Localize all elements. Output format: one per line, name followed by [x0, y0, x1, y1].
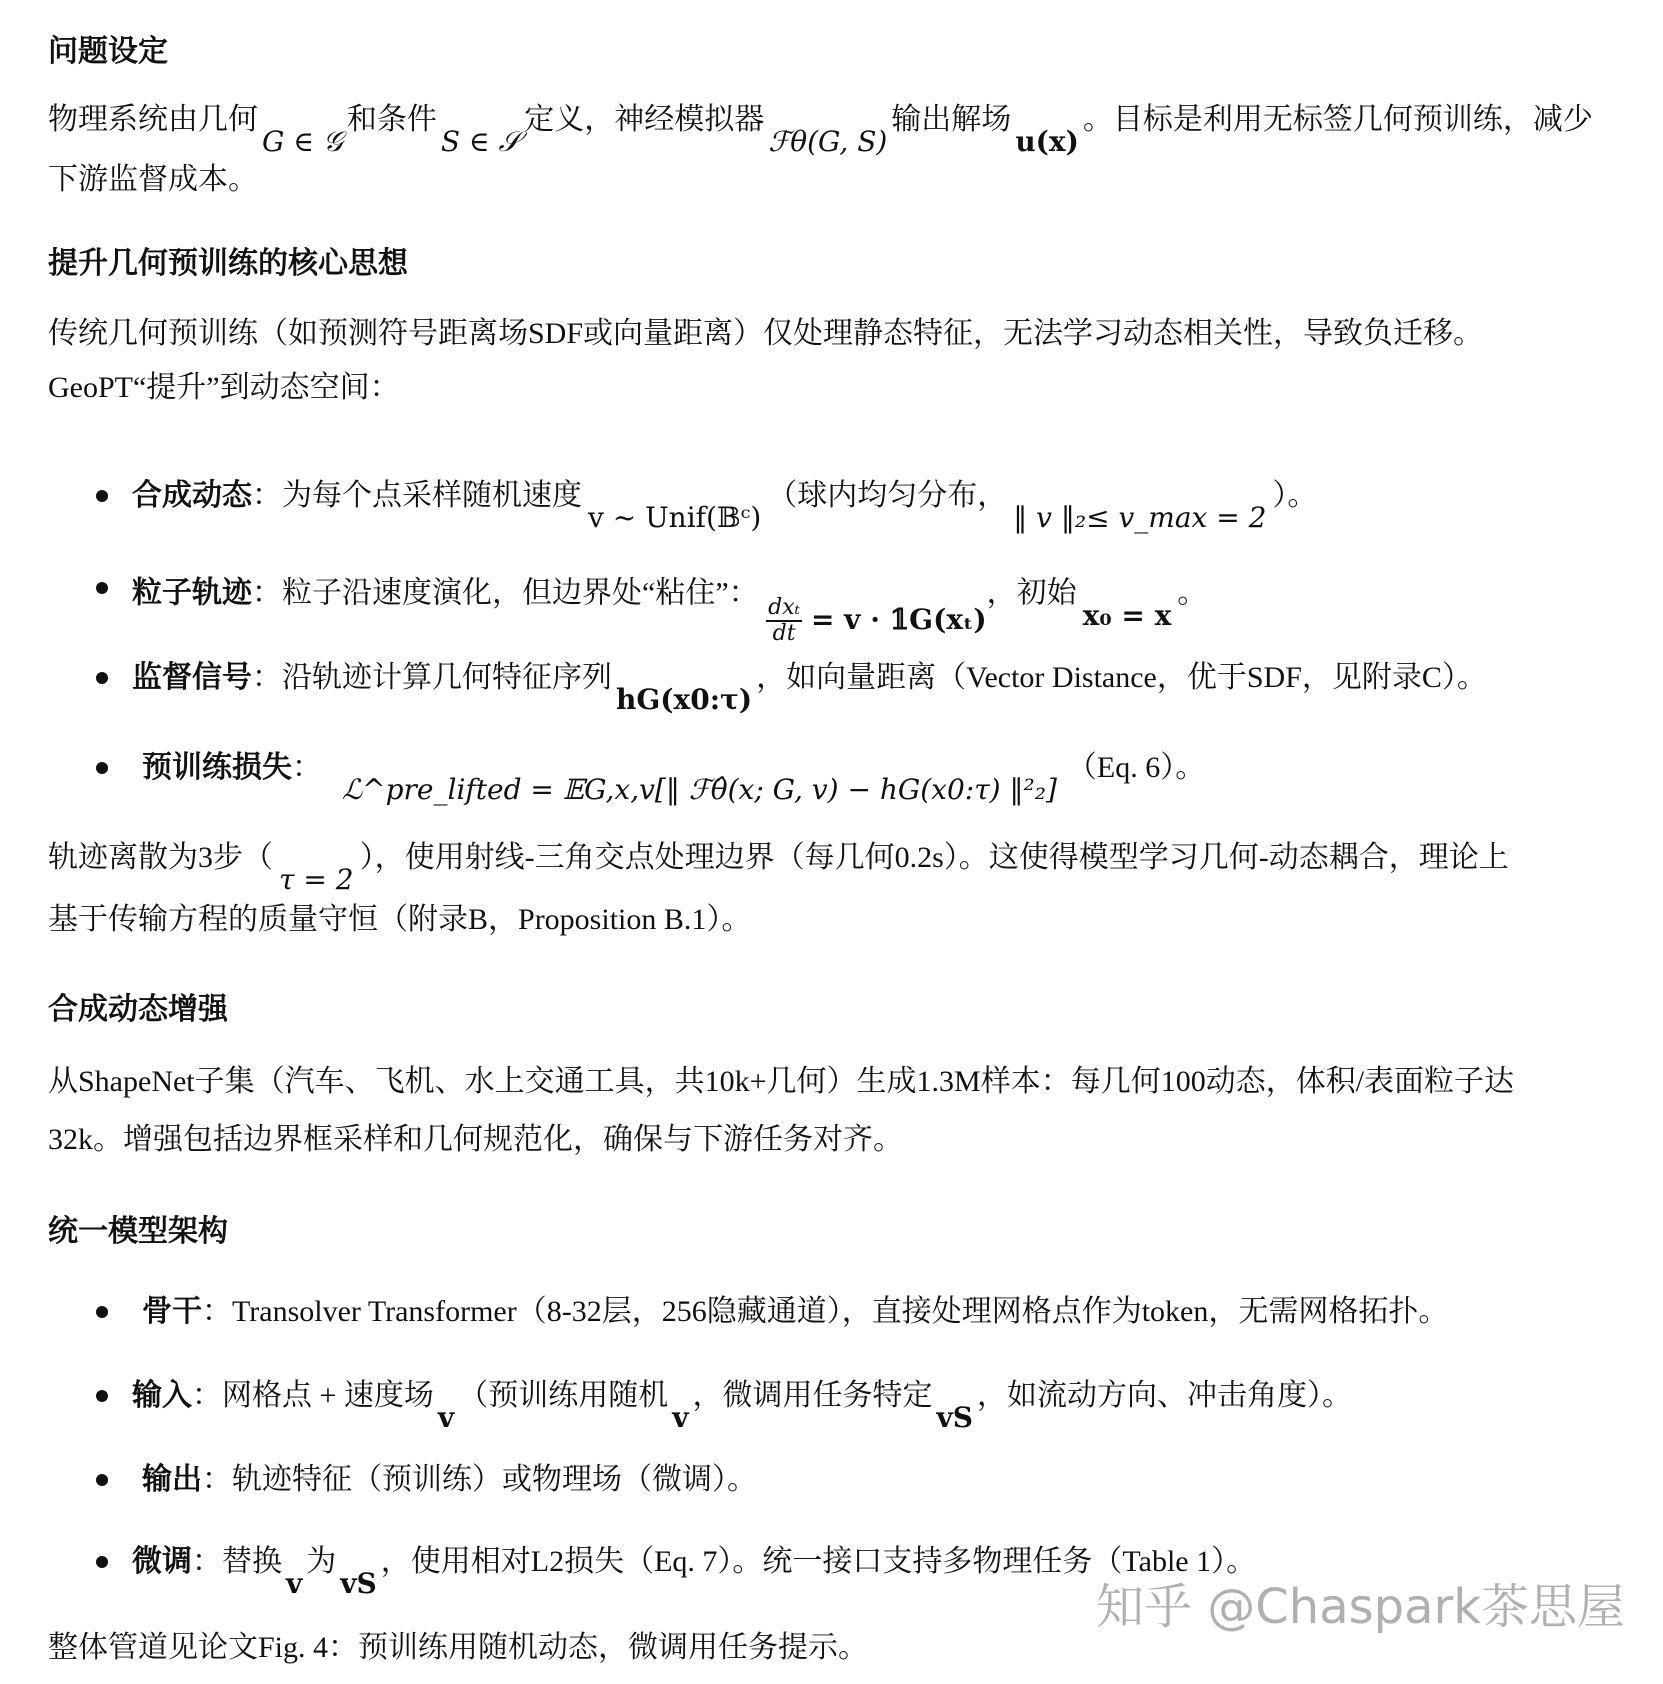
- math-solution-field: u(x): [1015, 125, 1079, 158]
- text: ，使用相对L2损失（Eq. 7）。统一接口支持多物理任务（Table 1）。: [380, 1545, 1257, 1578]
- math-task-velocity: vS: [936, 1401, 973, 1434]
- bullet-label: 预训练损失: [142, 750, 292, 785]
- text: 定义，神经模拟器: [524, 103, 765, 136]
- problem-paragraph: [48, 102, 1593, 158]
- bullet-label: 微调: [132, 1544, 192, 1579]
- footer-paragraph: 整体管道见论文Fig. 4：预训练用随机动态，微调用任务提示。: [48, 1631, 869, 1664]
- text: ：: [202, 1295, 232, 1328]
- text: Transolver Transformer（8-32层，256隐藏通道），直接处理网格点作为token，无需网格拓扑。: [232, 1295, 1449, 1328]
- augment-paragraph-line1: 从ShapeNet子集（汽车、飞机、水上交通工具，共10k+几何）生成1.3M样本：每几何100动态，体积/表面粒子达: [48, 1065, 1515, 1098]
- text: ）。: [1272, 479, 1318, 512]
- text: ：: [292, 751, 322, 784]
- bullet-dot: [96, 1556, 108, 1568]
- bullet-pretraining-loss: [142, 750, 1206, 806]
- text: 。目标是利用无标签几何预训练，减少: [1082, 103, 1593, 136]
- text: ，如流动方向、冲击角度）。: [976, 1379, 1352, 1412]
- text: ，初始: [986, 576, 1077, 610]
- text: ：: [252, 661, 282, 694]
- math-tau: τ = 2: [279, 863, 354, 896]
- bullet-label: 监督信号: [132, 660, 252, 695]
- bullet-dot: [96, 1474, 108, 1486]
- watermark: 知乎 @Chaspark茶思屋: [1096, 1579, 1626, 1635]
- text: 物理系统由几何: [48, 103, 258, 136]
- bullet-dot: [96, 490, 108, 502]
- fraction-numerator: dxₜ: [768, 595, 801, 620]
- math-velocity-distribution: v ~ Unif(𝔹ᶜ): [588, 501, 762, 534]
- heading-core-idea: 提升几何预训练的核心思想: [48, 246, 408, 281]
- bullet-finetune: [132, 1544, 1257, 1600]
- text: ），使用射线-三角交点处理边界（每几何0.2s）。这使得模型学习几何-动态耦合，理论上: [359, 841, 1509, 874]
- text: （Eq. 6）。: [1066, 751, 1206, 784]
- bullet-dot: [96, 582, 108, 594]
- text: 网格点 + 速度场: [222, 1379, 434, 1412]
- math-geometry-feature-sequence: hG(x0:τ): [616, 683, 753, 716]
- bullet-label: 合成动态: [132, 478, 252, 513]
- bullet-output: [142, 1462, 757, 1498]
- fraction-denominator: dt: [772, 621, 796, 646]
- text: 轨迹特征（预训练）或物理场（微调）。: [232, 1463, 757, 1496]
- text: ：: [202, 1463, 232, 1496]
- math-condition-set: S ∈ 𝒮: [440, 125, 521, 158]
- math-trajectory-ode: [766, 595, 987, 646]
- text: 为每个点采样随机速度: [282, 479, 582, 512]
- math-rhs: = v · 𝟙G(xₜ): [810, 602, 987, 636]
- text: 为: [306, 1545, 337, 1578]
- bullet-backbone: [142, 1294, 1448, 1330]
- math-velocity: v: [672, 1401, 689, 1434]
- bullet-dot: [96, 1306, 108, 1318]
- bullet-label: 骨干: [142, 1294, 202, 1329]
- heading-problem-setting: 问题设定: [48, 34, 168, 69]
- math-neural-simulator: ℱθ(G, S): [768, 125, 888, 158]
- text: 粒子沿速度演化，但边界处“粘住”：: [282, 576, 759, 610]
- text: 输出解场: [891, 103, 1012, 136]
- bullet-particle-trajectory: [132, 570, 1208, 646]
- heading-unified-architecture: 统一模型架构: [48, 1214, 228, 1249]
- text: ：: [192, 1545, 222, 1578]
- bullet-input: [132, 1378, 1352, 1434]
- core-paragraph-line2: GeoPT“提升”到动态空间：: [48, 371, 400, 404]
- text: 和条件: [346, 103, 437, 136]
- text: ，如向量距离（Vector Distance，优于SDF，见附录C）。: [756, 661, 1487, 694]
- math-velocity-bound: ‖ v ‖₂≤ v_max = 2: [1013, 501, 1267, 534]
- problem-paragraph-line2: 下游监督成本。: [48, 163, 258, 196]
- math-geometry-set: G ∈ 𝒢: [262, 125, 343, 158]
- bullet-supervision-signal: [132, 660, 1487, 716]
- bullet-label: 输出: [142, 1462, 202, 1497]
- augment-paragraph-line2: 32k。增强包括边界框采样和几何规范化，确保与下游任务对齐。: [48, 1123, 903, 1156]
- bullet-label: 粒子轨迹: [132, 575, 252, 611]
- bullet-label: 输入: [132, 1378, 192, 1413]
- text: （球内均匀分布，: [767, 479, 1008, 512]
- heading-synthetic-augmentation: 合成动态增强: [48, 992, 228, 1027]
- math-initial-condition: x₀ = x: [1082, 598, 1172, 632]
- text: （预训练用随机: [458, 1379, 669, 1412]
- bullet-dot: [96, 1390, 108, 1402]
- text: 。: [1177, 576, 1208, 610]
- core-paragraph-line1: 传统几何预训练（如预测符号距离场SDF或向量距离）仅处理静态特征，无法学习动态相关性，导致负迁移。: [48, 317, 1484, 350]
- math-lifted-loss: ℒ^pre_lifted = 𝔼G,x,v[‖ ℱθ̂(x; G, v) − hG(x0:τ) ‖²₂]: [342, 773, 1057, 806]
- bullet-synthetic-dynamics: [132, 478, 1318, 534]
- text: ：: [192, 1379, 222, 1412]
- math-task-velocity: vS: [340, 1567, 377, 1600]
- math-velocity: v: [286, 1567, 303, 1600]
- bullet-dot: [96, 672, 108, 684]
- math-velocity: v: [437, 1401, 455, 1434]
- text: ：: [252, 576, 282, 610]
- text: 轨迹离散为3步（: [48, 841, 273, 874]
- text: 替换: [222, 1545, 282, 1578]
- trajectory-paragraph-line2: 基于传输方程的质量守恒（附录B，Proposition B.1）。: [48, 903, 752, 936]
- bullet-dot: [96, 762, 108, 774]
- text: ：: [252, 479, 282, 512]
- trajectory-paragraph: [48, 840, 1509, 896]
- text: 沿轨迹计算几何特征序列: [282, 661, 612, 694]
- text: ，微调用任务特定: [692, 1379, 933, 1412]
